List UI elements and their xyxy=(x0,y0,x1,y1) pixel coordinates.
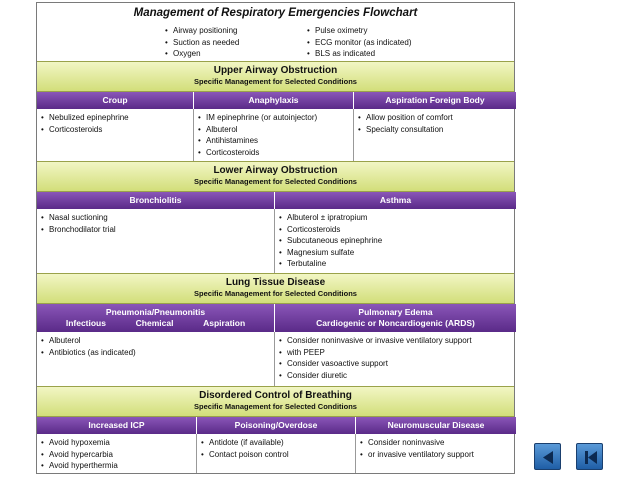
column-header-croup: Croup xyxy=(37,92,194,109)
list-item: • BLS as indicated xyxy=(305,48,411,60)
cell-icp xyxy=(37,434,197,473)
list-item: • Avoid hyperthermia xyxy=(39,460,194,472)
list-item: • with PEEP xyxy=(277,347,514,359)
list-item: • ECG monitor (as indicated) xyxy=(305,37,411,49)
cell-aspiration xyxy=(354,109,516,161)
section-band-control xyxy=(37,386,514,417)
list-item: • Nebulized epinephrine xyxy=(39,112,191,124)
cell-anaphylaxis xyxy=(194,109,354,161)
section-heading: Lung Tissue Disease xyxy=(225,277,326,288)
column-header-bronchiolitis: Bronchiolitis xyxy=(37,192,275,209)
subtype-label: Infectious xyxy=(65,318,106,328)
section-band-upper xyxy=(37,61,514,92)
list-item: • Antihistamines xyxy=(196,135,351,147)
list-item: • Magnesium sulfate xyxy=(277,247,514,259)
cell-pneumonia xyxy=(37,332,275,386)
list-item: • Subcutaneous epinephrine xyxy=(277,235,514,247)
list-item: • Corticosteroids xyxy=(277,224,514,236)
list-item: • or invasive ventilatory support xyxy=(358,449,514,461)
column-header-pneumonia xyxy=(37,304,275,332)
list-item: • Corticosteroids xyxy=(196,147,351,159)
column-header-aspiration: Aspiration Foreign Body xyxy=(354,92,516,109)
column-header-neuromuscular: Neuromuscular Disease xyxy=(356,417,516,434)
list-item: • Suction as needed xyxy=(163,37,239,49)
list-item: • IM epinephrine (or autoinjector) xyxy=(196,112,351,124)
list-item: • Albuterol xyxy=(39,335,272,347)
list-item: • Airway positioning xyxy=(163,25,239,37)
column-header-anaphylaxis: Anaphylaxis xyxy=(194,92,354,109)
section-band-lower xyxy=(37,161,514,192)
general-measures-left xyxy=(163,25,239,60)
subtype-label: Aspiration xyxy=(203,318,246,328)
list-item: • Pulse oximetry xyxy=(305,25,411,37)
list-item: • Corticosteroids xyxy=(39,124,191,136)
cell-poisoning xyxy=(197,434,356,473)
page-title: Management of Respiratory Emergencies Flowchart xyxy=(133,7,418,19)
list-item: • Specialty consultation xyxy=(356,124,514,136)
list-item: • Consider noninvasive xyxy=(358,437,514,449)
column-header-icp: Increased ICP xyxy=(37,417,197,434)
list-item: • Antidote (if available) xyxy=(199,437,353,449)
list-item: • Allow position of comfort xyxy=(356,112,514,124)
section-subheading: Specific Management for Selected Conditions xyxy=(194,77,357,86)
cell-bronchiolitis xyxy=(37,209,275,273)
section-heading: Disordered Control of Breathing xyxy=(199,390,352,401)
cell-pulmonary-edema xyxy=(275,332,516,386)
list-item: • Bronchodilator trial xyxy=(39,224,272,236)
section-subheading: Specific Management for Selected Conditions xyxy=(194,289,357,298)
list-item: • Avoid hypoxemia xyxy=(39,437,194,449)
section-heading: Lower Airway Obstruction xyxy=(213,165,338,176)
header-subtitle: Cardiogenic or Noncardiogenic (ARDS) xyxy=(316,318,475,328)
section-subheading: Specific Management for Selected Conditions xyxy=(194,402,357,411)
flowchart xyxy=(36,2,515,474)
section-band-lung xyxy=(37,273,514,304)
list-item: • Consider noninvasive or invasive ventilatory support xyxy=(277,335,514,347)
list-item: • Consider vasoactive support xyxy=(277,358,514,370)
list-item: • Oxygen xyxy=(163,48,239,60)
first-page-icon xyxy=(577,444,604,471)
header-subtypes xyxy=(37,318,274,329)
back-arrow-icon xyxy=(535,444,562,471)
list-item: • Consider diuretic xyxy=(277,370,514,382)
section-subheading: Specific Management for Selected Conditions xyxy=(194,177,357,186)
list-item: • Albuterol ± ipratropium xyxy=(277,212,514,224)
header-title: Pneumonia/Pneumonitis xyxy=(105,307,206,317)
subtype-label: Chemical xyxy=(135,318,174,328)
general-measures-right xyxy=(305,25,411,60)
list-item: • Terbutaline xyxy=(277,258,514,270)
list-item: • Contact poison control xyxy=(199,449,353,461)
column-header-asthma: Asthma xyxy=(275,192,516,209)
cell-croup xyxy=(37,109,194,161)
cell-asthma xyxy=(275,209,516,273)
header-title: Pulmonary Edema xyxy=(358,307,433,317)
cell-neuromuscular xyxy=(356,434,516,473)
column-header-pulmonary-edema xyxy=(275,304,516,332)
list-item: • Antibiotics (as indicated) xyxy=(39,347,272,359)
section-heading: Upper Airway Obstruction xyxy=(213,65,338,76)
list-item: • Albuterol xyxy=(196,124,351,136)
list-item: • Avoid hypercarbia xyxy=(39,449,194,461)
first-page-button[interactable] xyxy=(576,443,603,470)
column-header-poisoning: Poisoning/Overdose xyxy=(197,417,356,434)
back-button[interactable] xyxy=(534,443,561,470)
list-item: • Nasal suctioning xyxy=(39,212,272,224)
